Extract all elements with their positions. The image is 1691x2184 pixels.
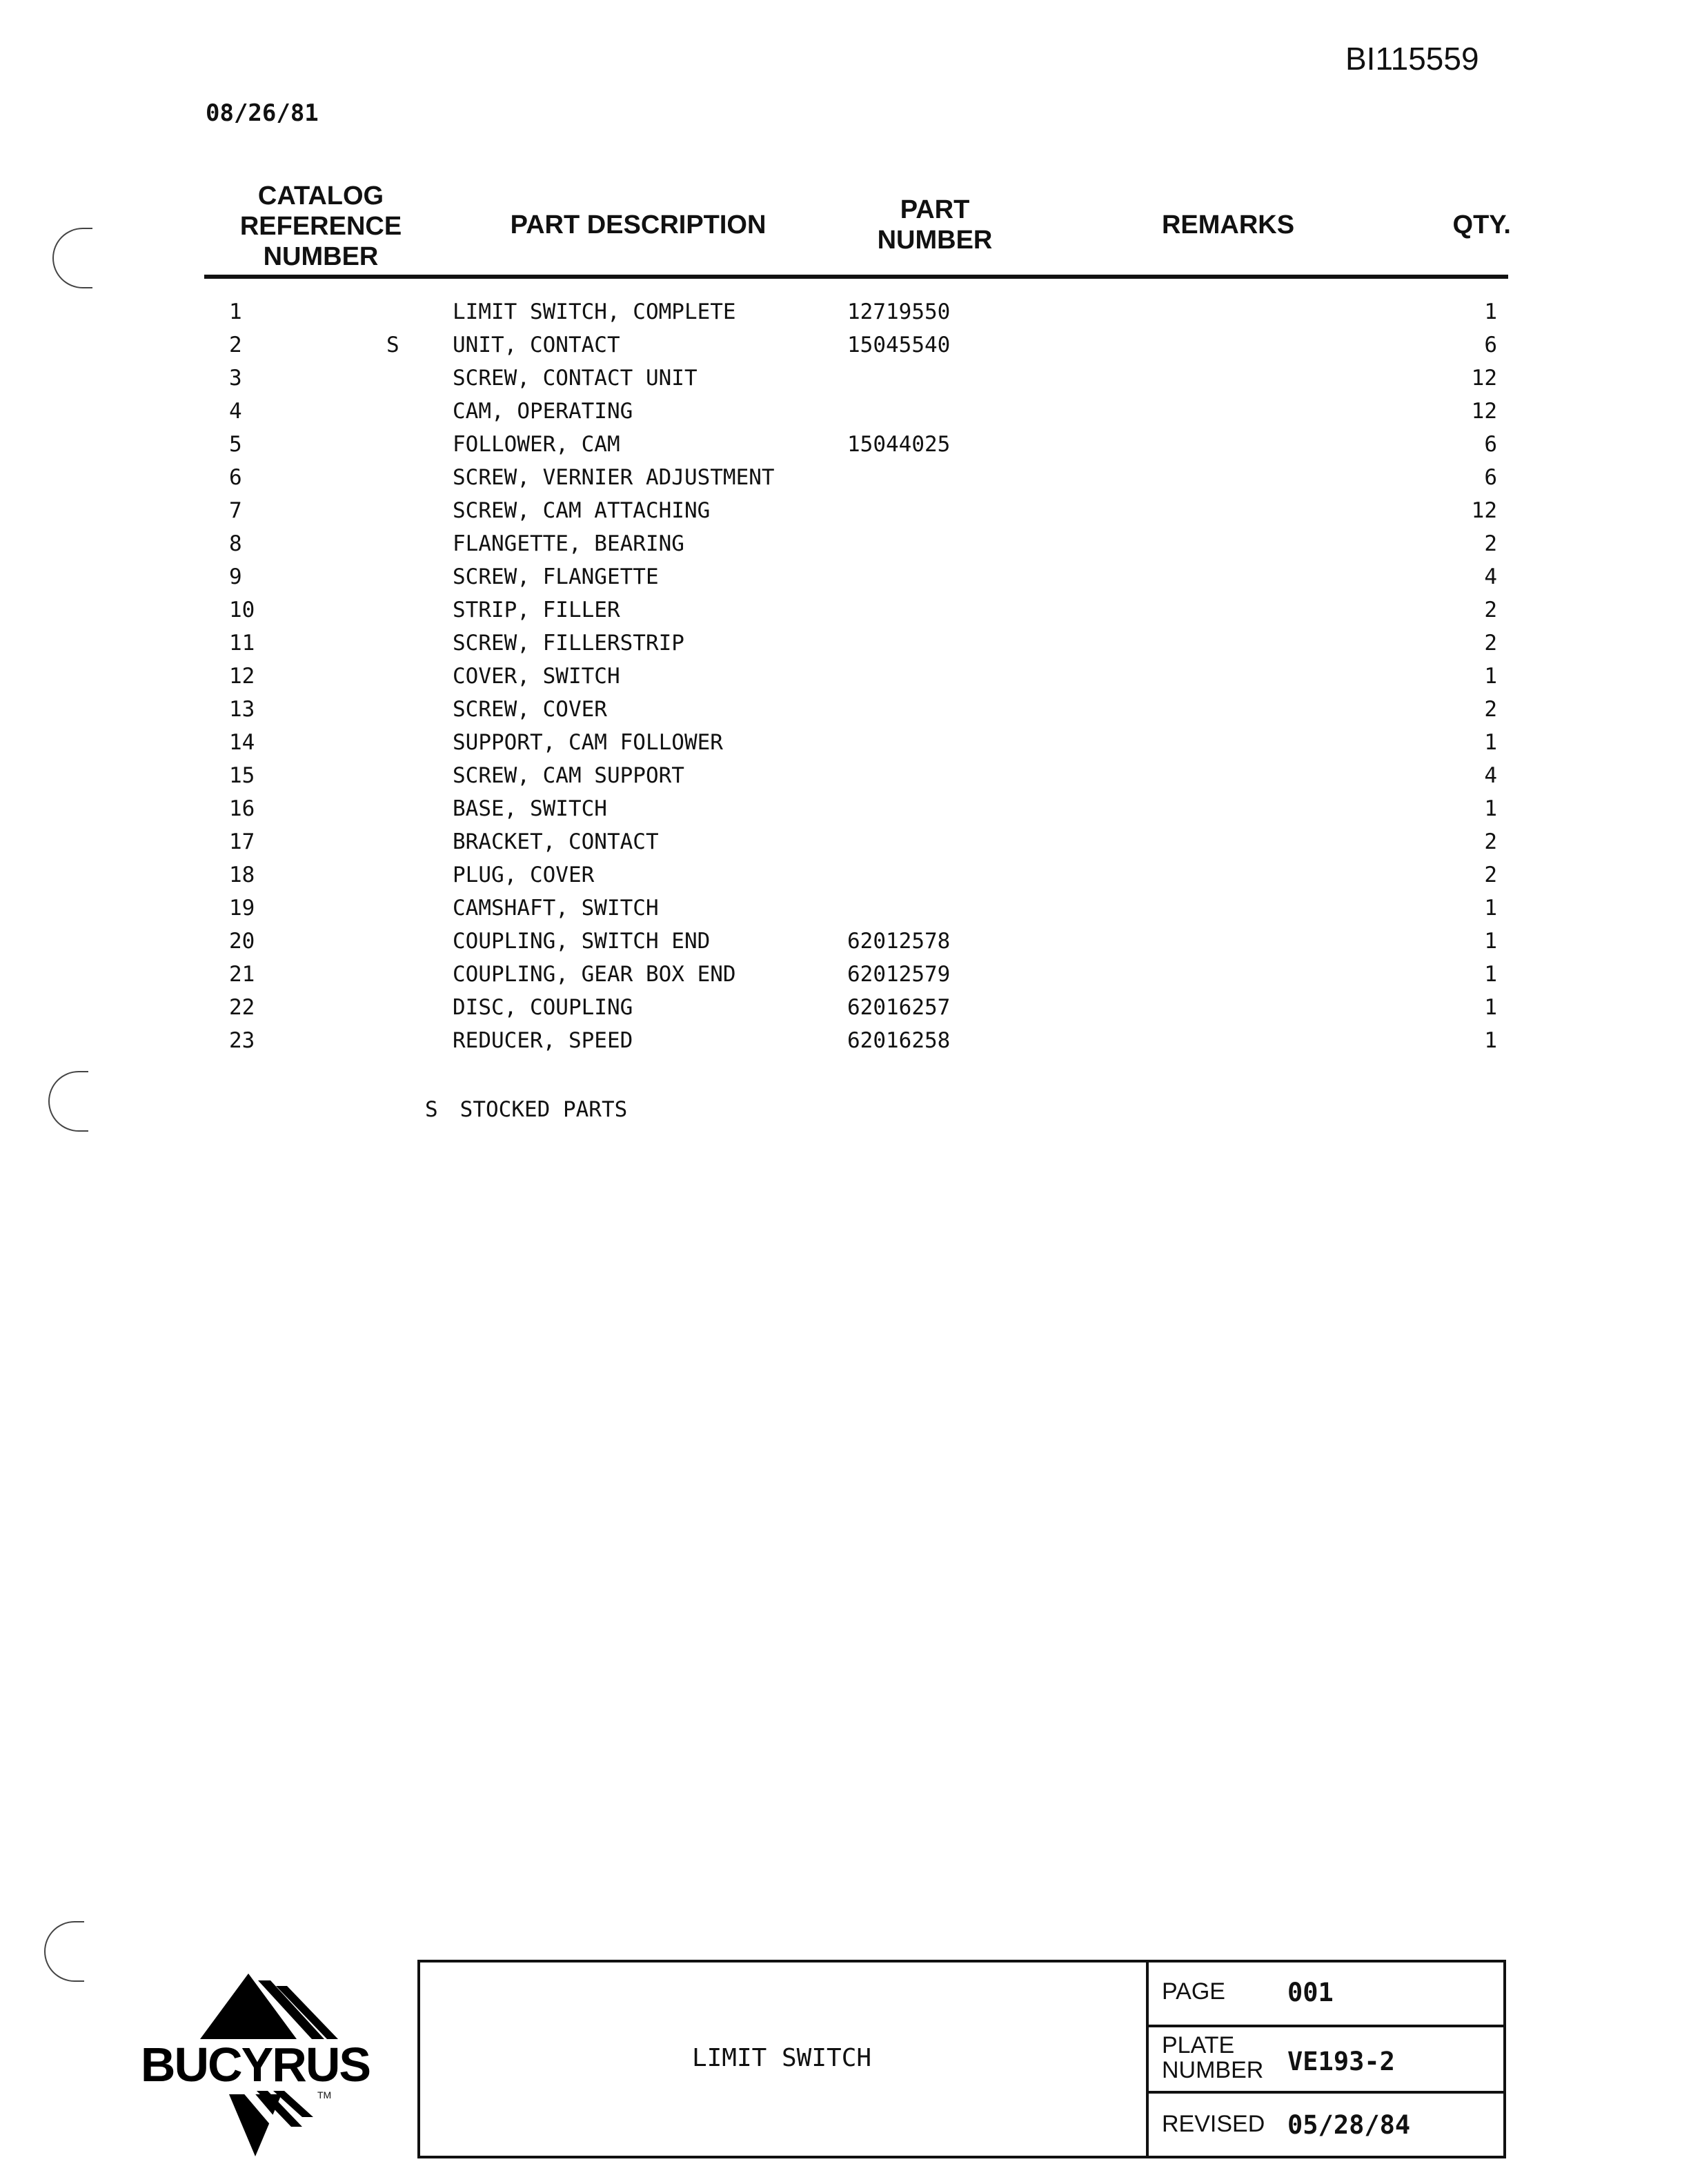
catalog-ref-cell: 20	[229, 929, 255, 954]
part-description-cell: SCREW, CONTACT UNIT	[453, 366, 698, 391]
table-row	[0, 527, 1691, 560]
part-description-cell: CAMSHAFT, SWITCH	[453, 896, 659, 921]
revised-value: 05/28/84	[1287, 2110, 1411, 2140]
part-description-cell: STRIP, FILLER	[453, 598, 620, 622]
header-remarks: REMARKS	[1161, 210, 1295, 239]
catalog-ref-cell: 4	[229, 399, 242, 424]
part-description-cell: UNIT, CONTACT	[453, 333, 620, 357]
catalog-ref-cell: 12	[229, 664, 255, 689]
qty-cell: 1	[1484, 896, 1497, 921]
part-description-cell: BRACKET, CONTACT	[453, 829, 659, 854]
table-row	[0, 892, 1691, 925]
part-description-cell: COUPLING, SWITCH END	[453, 929, 711, 954]
parts-table	[0, 295, 1691, 1057]
plate-number-value: VE193-2	[1287, 2047, 1395, 2076]
header-rule	[204, 275, 1508, 279]
qty-cell: 2	[1484, 829, 1497, 854]
punch-hole-middle	[48, 1071, 88, 1132]
table-row	[0, 858, 1691, 892]
part-description-cell: SCREW, VERNIER ADJUSTMENT	[453, 465, 775, 490]
part-description-cell: SCREW, CAM ATTACHING	[453, 498, 711, 523]
catalog-ref-cell: 6	[229, 465, 242, 490]
table-row	[0, 759, 1691, 792]
table-row	[0, 362, 1691, 395]
part-description-cell: COUPLING, GEAR BOX END	[453, 962, 736, 987]
header-catalog-reference: CATALOG REFERENCE NUMBER	[239, 181, 402, 271]
qty-cell: 2	[1484, 697, 1497, 722]
table-row	[0, 726, 1691, 759]
punch-hole-top	[52, 228, 92, 288]
part-description-cell: LIMIT SWITCH, COMPLETE	[453, 299, 736, 324]
part-number-cell: 15045540	[847, 333, 951, 357]
part-description-cell: BASE, SWITCH	[453, 796, 607, 821]
catalog-ref-cell: 22	[229, 995, 255, 1020]
header-part-description: PART DESCRIPTION	[510, 210, 767, 239]
header-qty: QTY.	[1452, 210, 1511, 239]
qty-cell: 2	[1484, 531, 1497, 556]
stock-flag-cell: S	[386, 333, 399, 357]
qty-cell: 4	[1484, 763, 1497, 788]
part-number-cell: 62016257	[847, 995, 951, 1020]
catalog-ref-cell: 9	[229, 564, 242, 589]
part-description-cell: FLANGETTE, BEARING	[453, 531, 684, 556]
table-row	[0, 693, 1691, 726]
qty-cell: 6	[1484, 465, 1497, 490]
catalog-ref-cell: 5	[229, 432, 242, 457]
page-label: PAGE	[1162, 1978, 1225, 2005]
catalog-ref-cell: 10	[229, 598, 255, 622]
punch-hole-bottom	[44, 1921, 84, 1982]
part-description-cell: DISC, COUPLING	[453, 995, 633, 1020]
bucyrus-logo	[110, 1974, 400, 2167]
catalog-ref-cell: 23	[229, 1028, 255, 1053]
qty-cell: 2	[1484, 863, 1497, 887]
table-row	[0, 991, 1691, 1024]
catalog-ref-cell: 15	[229, 763, 255, 788]
title-block-row-divider-2	[1146, 2091, 1506, 2094]
catalog-ref-cell: 7	[229, 498, 242, 523]
qty-cell: 1	[1484, 995, 1497, 1020]
part-number-cell: 62016258	[847, 1028, 951, 1053]
qty-cell: 12	[1471, 498, 1497, 523]
catalog-ref-cell: 8	[229, 531, 242, 556]
part-description-cell: SCREW, COVER	[453, 697, 607, 722]
part-description-cell: FOLLOWER, CAM	[453, 432, 620, 457]
table-row	[0, 428, 1691, 461]
logo-wordmark: BUCYRUS	[140, 2038, 370, 2092]
part-description-cell: SUPPORT, CAM FOLLOWER	[453, 730, 723, 755]
part-description-cell: SCREW, CAM SUPPORT	[453, 763, 684, 788]
part-description-cell: COVER, SWITCH	[453, 664, 620, 689]
table-row	[0, 560, 1691, 593]
revised-label: REVISED	[1162, 2111, 1265, 2137]
part-number-cell: 12719550	[847, 299, 951, 324]
table-row	[0, 593, 1691, 627]
qty-cell: 1	[1484, 929, 1497, 954]
title-block-divider	[1146, 1960, 1149, 2158]
qty-cell: 2	[1484, 598, 1497, 622]
part-description-cell: REDUCER, SPEED	[453, 1028, 633, 1053]
table-row	[0, 295, 1691, 328]
catalog-ref-cell: 16	[229, 796, 255, 821]
table-row	[0, 461, 1691, 494]
table-row	[0, 627, 1691, 660]
qty-cell: 12	[1471, 366, 1497, 391]
catalog-ref-cell: 17	[229, 829, 255, 854]
table-row	[0, 660, 1691, 693]
page-value: 001	[1287, 1978, 1334, 2007]
drawing-title: LIMIT SWITCH	[691, 2044, 872, 2072]
catalog-ref-cell: 3	[229, 366, 242, 391]
table-row	[0, 825, 1691, 858]
part-description-cell: SCREW, FILLERSTRIP	[453, 631, 684, 656]
table-row	[0, 1024, 1691, 1057]
catalog-ref-cell: 21	[229, 962, 255, 987]
qty-cell: 1	[1484, 1028, 1497, 1053]
header-part-number: PART NUMBER	[877, 195, 993, 255]
part-description-cell: PLUG, COVER	[453, 863, 595, 887]
part-number-cell: 15044025	[847, 432, 951, 457]
qty-cell: 6	[1484, 432, 1497, 457]
part-description-cell: CAM, OPERATING	[453, 399, 633, 424]
legend	[425, 1097, 627, 1122]
qty-cell: 1	[1484, 664, 1497, 689]
table-row	[0, 925, 1691, 958]
qty-cell: 1	[1484, 962, 1497, 987]
qty-cell: 4	[1484, 564, 1497, 589]
qty-cell: 1	[1484, 796, 1497, 821]
part-description-cell: SCREW, FLANGETTE	[453, 564, 659, 589]
catalog-ref-cell: 13	[229, 697, 255, 722]
catalog-ref-cell: 1	[229, 299, 242, 324]
catalog-ref-cell: 19	[229, 896, 255, 921]
qty-cell: 1	[1484, 730, 1497, 755]
table-row	[0, 792, 1691, 825]
legend-flag: S	[425, 1097, 438, 1122]
catalog-ref-cell: 18	[229, 863, 255, 887]
qty-cell: 6	[1484, 333, 1497, 357]
catalog-ref-cell: 11	[229, 631, 255, 656]
table-row	[0, 328, 1691, 362]
catalog-ref-cell: 14	[229, 730, 255, 755]
qty-cell: 1	[1484, 299, 1497, 324]
qty-cell: 2	[1484, 631, 1497, 656]
document-id: BI115559	[1345, 41, 1479, 77]
logo-trademark: TM	[317, 2089, 332, 2101]
table-row	[0, 395, 1691, 428]
qty-cell: 12	[1471, 399, 1497, 424]
part-number-cell: 62012579	[847, 962, 951, 987]
document-date: 08/26/81	[206, 99, 319, 127]
plate-number-label: PLATE NUMBER	[1162, 2032, 1264, 2083]
table-row	[0, 958, 1691, 991]
catalog-ref-cell: 2	[229, 333, 242, 357]
table-row	[0, 494, 1691, 527]
title-block-row-divider-1	[1146, 2025, 1506, 2027]
part-number-cell: 62012578	[847, 929, 951, 954]
legend-text: STOCKED PARTS	[459, 1097, 628, 1122]
